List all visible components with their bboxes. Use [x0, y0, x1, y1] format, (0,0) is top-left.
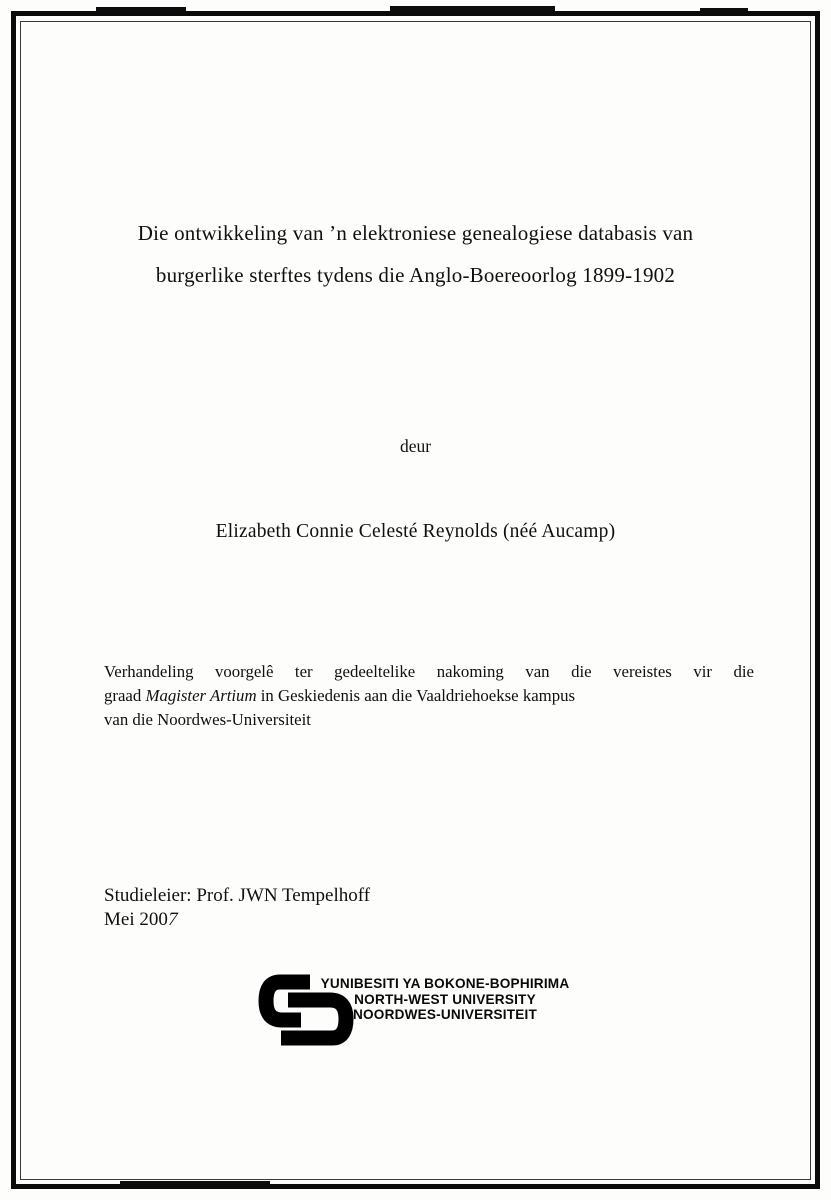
date-prefix: Mei 200 [104, 908, 168, 930]
north-west-university-logo [256, 970, 586, 1054]
scan-artifact [700, 8, 748, 11]
date-last-digit: 7 [165, 908, 180, 930]
nwu-logo-line-afrikaans: NOORDWES-UNIVERSITEIT [353, 1007, 537, 1023]
degree-statement-line-1: Verhandeling voorgelê ter gedeeltelike nakoming van die vereistes vir die [104, 662, 754, 681]
degree-statement-line-2 [104, 684, 754, 708]
thesis-title [60, 212, 771, 296]
thesis-title-line-2: burgerlike sterftes tydens die Anglo-Boereoorlog 1899-1902 [155, 263, 676, 287]
scan-artifact [390, 6, 555, 11]
byline-deur: deur [399, 436, 432, 456]
degree-statement-line-2-post: in Geskiedenis aan die Vaaldriehoekse kampus [256, 686, 576, 705]
scan-artifact [96, 7, 186, 11]
supervisor-block [104, 884, 370, 931]
nwu-logo-line-english: NORTH-WEST UNIVERSITY [354, 991, 536, 1007]
degree-name-italic: Magister Artium [145, 686, 257, 705]
degree-statement-line-3: van die Noordwes-Universiteit [104, 710, 311, 729]
degree-statement [104, 660, 754, 732]
nwu-logo-line-setswana: YUNIBESITI YA BOKONE-BOPHIRIMA [320, 976, 570, 991]
nwu-logo-wordmark [318, 976, 572, 1023]
date-line [104, 908, 370, 932]
scan-artifact [120, 1181, 270, 1184]
degree-statement-line-2-pre: graad [104, 686, 146, 705]
author-name: Elizabeth Connie Celesté Reynolds (néé Aucamp) [215, 521, 616, 542]
supervisor-line: Studieleier: Prof. JWN Tempelhoff [104, 885, 371, 906]
thesis-title-line-1: Die ontwikkeling van ’n elektroniese genealogiese databasis van [137, 221, 694, 245]
